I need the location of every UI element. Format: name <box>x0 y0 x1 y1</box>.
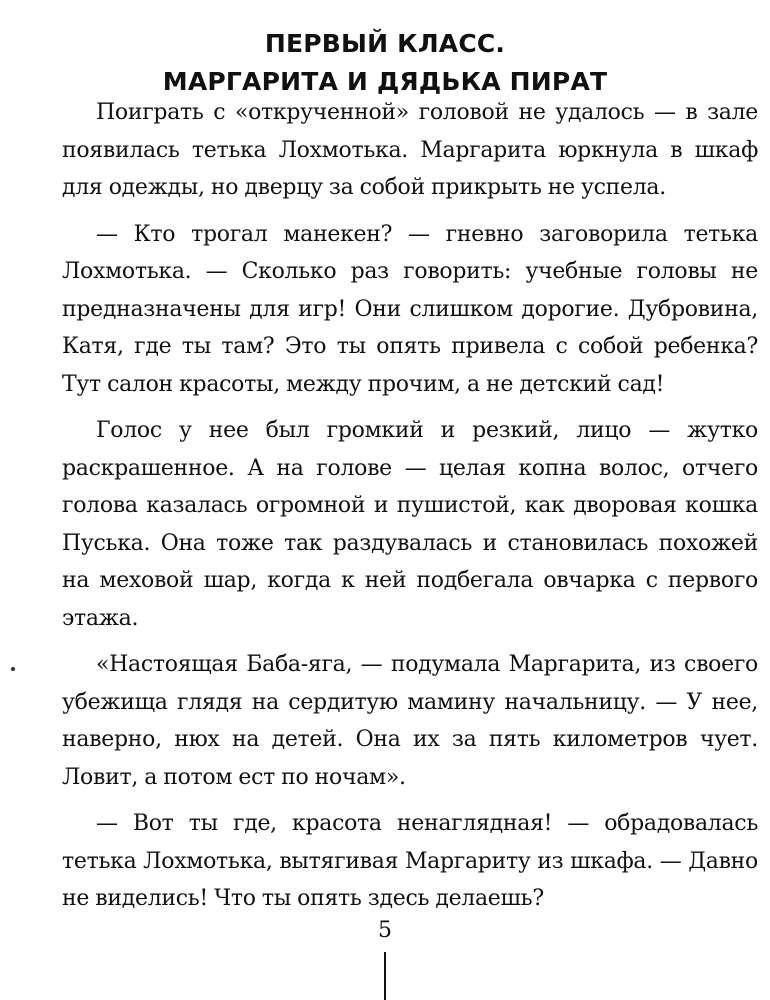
folio-rule <box>384 952 386 1000</box>
chapter-title <box>40 25 730 101</box>
page-number: 5 <box>378 918 392 943</box>
scan-speck <box>11 667 15 671</box>
paragraph-2: — Кто трогал манекен? — гневно заговорила тетька Лохмотька. — Сколько раз говорить: учебные головы не предназначены для игр! Они слишком дорогие. Дубровина, Катя, где ты там? Это ты опять привела с собой ребенка? Тут салон красоты, между прочим, а не детский сад! <box>62 221 758 397</box>
paragraph-3: Голос у нее был громкий и резкий, лицо — жутко раскрашенное. А на голове — целая копна волос, отчего голова казалась огромной и пушистой, как дворовая кошка Пуська. Она тоже так раздувалась и становилась похожей на меховой шар, когда к ней подбегала овчарка с первого этажа. <box>62 418 758 631</box>
chapter-title-line-2: МАРГАРИТА И ДЯДЬКА ПИРАТ <box>162 66 608 96</box>
paragraph-4: «Настоящая Баба-яга, — подумала Маргарита, из своего убежища глядя на сердитую мамину начальницу. — У нее, наверно, нюх на детей. Она их за пять километров чует. Ловит, а потом ест по ночам». <box>62 652 758 790</box>
paragraph-1: Поиграть с «открученной» головой не удалось — в зале появилась тетька Лохмотька. Маргарита юркнула в шкаф для одежды, но дверцу за собой прикрыть не успела. <box>62 100 758 200</box>
paragraph-5: — Вот ты где, красота ненаглядная! — обрадовалась тетька Лохмотька, вытягивая Маргариту из шкафа. — Давно не виделись! Что ты опять здесь делаешь? <box>62 811 758 911</box>
body-text <box>62 94 758 927</box>
chapter-title-line-1: ПЕРВЫЙ КЛАСС. <box>264 28 506 58</box>
